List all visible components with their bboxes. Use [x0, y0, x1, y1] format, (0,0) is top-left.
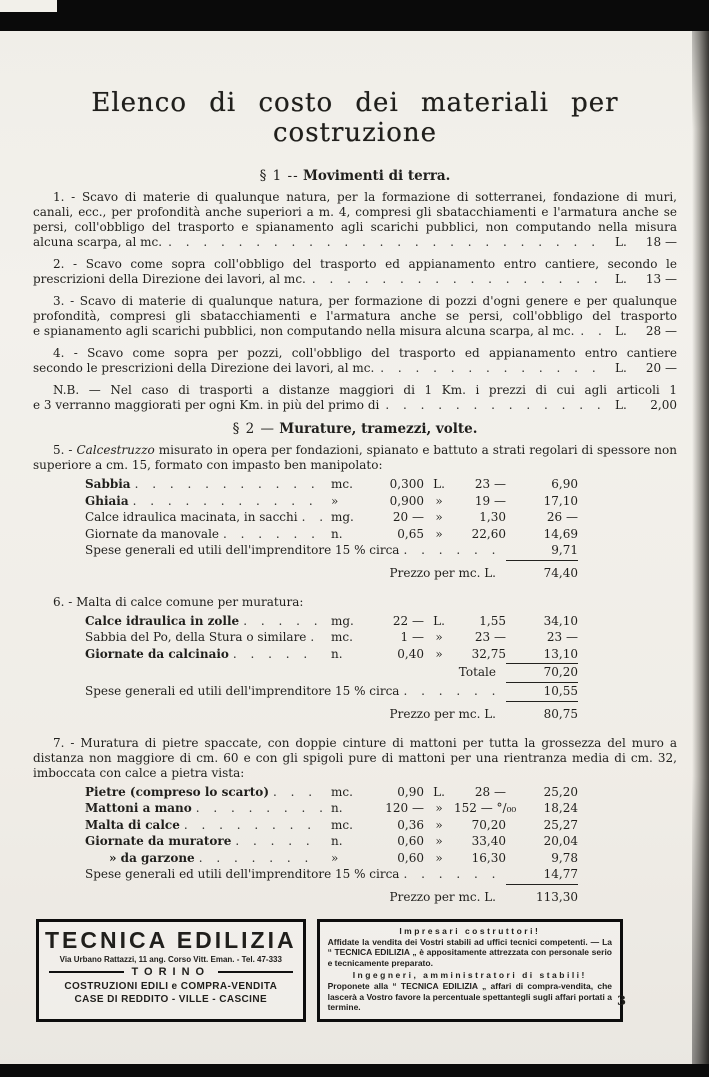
section-2-heading-number: § 2 — [232, 421, 275, 437]
overhead-label: Spese generali ed utili dell'imprenditore 15 % circa . . . [85, 683, 506, 700]
price-value: 20 — [645, 361, 677, 375]
section-1-heading-number: § 1 -- [259, 168, 299, 184]
dot-leader [385, 398, 607, 412]
ad-company-name: TECNICA EDILIZIA [45, 926, 297, 953]
totale-row [85, 664, 578, 683]
price-cell: 1,55 [479, 613, 506, 628]
dot-leader [223, 526, 322, 539]
table-row [85, 476, 578, 493]
prezzo-label: Prezzo per mc. L. [389, 706, 496, 721]
prezzo-amount: 80,75 [543, 706, 578, 721]
dot-leader [135, 476, 322, 489]
item-5-calcestruzzo [33, 443, 677, 582]
amount-cell: 14,69 [543, 526, 578, 541]
price-cell: 23 — [474, 630, 506, 644]
amount-cell: 6,90 [551, 477, 578, 491]
paragraph-body: 2. - Scavo come sopra coll'obbligo del trasporto ed appianamento entro cantiere, secondo le [53, 257, 677, 271]
table-row [85, 526, 578, 543]
paragraph-body: 3. - Scavo di materie di qualunque natura, per formazione di pozzi d'ogni genere e per qualunque profondità, compresi gli sbatacchiamenti e l'armatura anche se persi, coll'obbligo del trasporto [33, 294, 677, 323]
ad-right-panel [317, 919, 623, 1023]
paragraph-last-line: prescrizioni della Direzione dei lavori, al mc. . . . L. 13 — [33, 272, 677, 287]
price-cell: 1,30 [479, 510, 506, 524]
material-label: Mattoni a mano . . . [85, 800, 326, 817]
ad-heading-1: Impresari costruttori! [399, 925, 541, 936]
totale-label: Totale [458, 665, 496, 679]
amount-cell: 17,10 [543, 493, 578, 508]
materials-table-item-7 [85, 784, 578, 906]
top-scan-bar [0, 0, 709, 31]
material-label: Giornate da manovale . . . [85, 526, 326, 543]
currency-cell: L. [433, 784, 445, 799]
ad-body-1: Affidate la vendita dei Vostri stabili ad uffici tecnici competenti. — La “ TECNICA EDILIZIA „ è appositamente attrezzata con personale serio e tecnicamente preparato. [327, 936, 612, 969]
overhead-label: Spese generali ed utili dell'imprenditore 15 % circa . . . [85, 542, 506, 559]
material-label: » da garzone . . . [85, 850, 326, 867]
quantity-cell: 0,60 [397, 834, 424, 848]
dot-leader [233, 646, 322, 659]
currency-cell: » [435, 493, 443, 508]
price-block [615, 361, 677, 376]
prezzo-label: Prezzo per mc. L. [389, 889, 496, 904]
prezzo-row [85, 888, 578, 906]
paragraph-body: 4. - Scavo come sopra per pozzi, coll'obbligo del trasporto ed appianamento entro cantiere [53, 346, 677, 360]
price-cell: 70,20 [471, 817, 506, 832]
ad-services-line-2: CASE DI REDDITO - VILLE - CASCINE [74, 993, 268, 1005]
dot-leader [243, 613, 322, 626]
dot-leader [273, 784, 322, 797]
price-cell: 19 — [474, 493, 506, 508]
right-scan-edge-band [692, 0, 709, 1077]
unit-cell: mc. [331, 817, 353, 832]
unit-cell: » [331, 850, 339, 865]
quantity-cell: 0,40 [397, 646, 424, 661]
ad-body-2: Proponete alla “ TECNICA EDILIZIA „ affari di compra-vendita, che lascerà a Vostro favore la percentuale spettantegli sugli affari portati a termine. [327, 980, 612, 1013]
currency-label: L. [615, 324, 627, 338]
ad-address: Via Urbano Rattazzi, 11 ang. Corso Vitt. Eman. - Tel. 47-333 [59, 954, 282, 964]
overhead-row [85, 683, 578, 702]
dot-leader [302, 509, 322, 522]
paragraph-body: N.B. — Nel caso di trasporti a distanze maggiori di 1 Km. i prezzi di cui agli articoli 1 [53, 383, 677, 397]
price-block [615, 235, 677, 250]
overhead-amount: 9,71 [506, 542, 578, 561]
paragraph-last-line: e 3 verranno maggiorati per ogni Km. in più del primo di . . . L. 2,00 [33, 398, 677, 413]
section-2-heading-text: Murature, tramezzi, volte. [279, 421, 478, 437]
ad-left-panel [36, 919, 306, 1023]
currency-cell: » [435, 834, 443, 848]
prezzo-label: Prezzo per mc. L. [389, 565, 496, 580]
price-paragraph-3 [33, 294, 677, 339]
price-paragraph-1 [33, 190, 677, 250]
advertisement [36, 919, 623, 1023]
price-paragraph-4 [33, 346, 677, 376]
material-label: Pietre (compreso lo scarto) . . . [85, 784, 326, 801]
paragraph-last-line: alcuna scarpa, al mc. . . . L. 18 — [33, 235, 677, 250]
dot-leader [196, 800, 322, 813]
table-row [85, 784, 578, 801]
materials-table-item-6 [85, 613, 578, 723]
overhead-row [85, 542, 578, 561]
unit-cell: n. [331, 526, 343, 541]
currency-label: L. [615, 398, 627, 412]
totale-amount: 70,20 [506, 664, 578, 683]
table-row [85, 613, 578, 630]
table-row [85, 493, 578, 510]
unit-cell: mc. [331, 784, 353, 799]
table-row [85, 646, 578, 665]
currency-label: L. [615, 361, 627, 375]
item-6-intro: 6. - Malta di calce comune per muratura: [53, 594, 304, 609]
prezzo-row [85, 705, 578, 723]
quantity-cell: 1 — [400, 630, 424, 644]
currency-label: L. [615, 235, 627, 249]
unit-cell: mc. [331, 630, 353, 644]
material-label: Ghiaia . . . [85, 493, 326, 510]
prezzo-amount: 113,30 [536, 889, 578, 904]
price-value: 2,00 [650, 398, 677, 412]
amount-cell: 23 — [546, 630, 578, 644]
section-1-heading [33, 168, 677, 184]
unit-cell: » [331, 493, 339, 508]
unit-cell: mg. [331, 613, 354, 628]
price-paragraph-2 [33, 257, 677, 287]
quantity-cell: 120 — [385, 801, 424, 815]
price-cell: 16,30 [471, 850, 506, 865]
currency-cell: L. [433, 477, 445, 491]
unit-cell: n. [331, 834, 343, 848]
quantity-cell: 20 — [392, 510, 424, 524]
dot-leader [168, 235, 607, 249]
table-row [85, 833, 578, 850]
currency-label: L. [615, 272, 627, 286]
top-left-corner-notch [0, 0, 57, 12]
quantity-cell: 0,300 [389, 477, 424, 491]
price-cell: 152 — °/₀₀ [454, 801, 517, 815]
dot-leader [235, 833, 322, 846]
ad-city: TORINO [131, 965, 211, 978]
currency-cell: » [435, 526, 443, 541]
amount-cell: 13,10 [506, 646, 578, 665]
dot-leader [312, 272, 607, 286]
amount-cell: 26 — [546, 510, 578, 524]
ad-heading-2: Ingegneri, amministratori di stabili! [352, 969, 587, 980]
paragraph-last-line: secondo le prescrizioni della Direzione dei lavori, al mc. . . . L. 20 — [33, 361, 677, 376]
price-value: 13 — [645, 272, 677, 286]
ad-services-line-1: COSTRUZIONI EDILI e COMPRA-VENDITA [64, 980, 278, 992]
price-cell: 23 — [474, 477, 506, 491]
quantity-cell: 0,65 [397, 526, 424, 541]
amount-cell: 25,27 [543, 817, 578, 832]
overhead-amount: 14,77 [506, 866, 578, 885]
currency-cell: » [435, 630, 443, 644]
dot-leader [310, 629, 322, 642]
amount-cell: 25,20 [543, 784, 578, 799]
section-1-heading-text: Movimenti di terra. [302, 168, 451, 184]
table-row [85, 800, 578, 817]
amount-cell: 18,24 [543, 801, 578, 815]
currency-cell: » [435, 646, 443, 661]
dot-leader [403, 542, 502, 555]
quantity-cell: 0,36 [397, 817, 424, 832]
material-label: Calce idraulica in zolle . . . [85, 613, 326, 630]
table-row [85, 817, 578, 834]
item-7-muratura [33, 736, 677, 906]
table-row [85, 629, 578, 646]
page-number: 3 [617, 994, 627, 1009]
item-6-malta [33, 595, 677, 723]
price-cell: 33,40 [471, 834, 506, 848]
price-block [615, 324, 677, 339]
dot-leader [403, 683, 502, 696]
material-label: Calce idraulica macinata, in sacchi . . . [85, 509, 326, 526]
table-row [85, 850, 578, 867]
unit-cell: mc. [331, 477, 353, 491]
prezzo-amount: 74,40 [543, 565, 578, 580]
page-title: Elenco di costo dei materiali per costruzione [91, 88, 619, 148]
price-cell: 28 — [474, 784, 506, 799]
currency-cell: L. [433, 613, 445, 628]
prezzo-row [85, 564, 578, 582]
amount-cell: 9,78 [551, 850, 578, 865]
price-value: 18 — [645, 235, 677, 249]
quantity-cell: 22 — [392, 613, 424, 628]
amount-cell: 34,10 [543, 613, 578, 628]
unit-cell: mg. [331, 510, 354, 524]
unit-cell: n. [331, 646, 343, 661]
dot-leader [133, 493, 322, 506]
ad-city-row [49, 966, 293, 978]
price-value: 28 — [645, 324, 677, 338]
material-label: Malta di calce . . . [85, 817, 326, 834]
overhead-row [85, 866, 578, 885]
currency-cell: » [435, 510, 443, 524]
bottom-scan-bar [0, 1064, 709, 1077]
section-2-heading [33, 421, 677, 437]
paragraph-body: 1. - Scavo di materie di qualunque natura, per la formazione di sotterranei, fondazione di muri, canali, ecc., per profondità anche superiori a m. 4, compresi gli sbatacchiamenti e l'armatura anche se persi, coll'obbligo del trasporto e spianamento agli scarichi pubblici, non computando nella misura [33, 190, 677, 234]
item-5-intro: 5. - Calcestruzzo misurato in opera per fondazioni, spianato e battuto a strati regolari di spessore non superiore a cm. 15, formato con impasto ben manipolato: [33, 443, 677, 472]
material-label: Sabbia del Po, della Stura o similare . . . [85, 629, 326, 646]
unit-cell: n. [331, 801, 343, 815]
amount-cell: 20,04 [543, 834, 578, 848]
currency-cell: » [435, 801, 443, 815]
quantity-cell: 0,90 [397, 784, 424, 799]
dot-leader [199, 850, 322, 863]
currency-cell: » [435, 850, 443, 865]
dot-leader [580, 324, 607, 338]
materials-table-item-5 [85, 476, 578, 582]
table-row [85, 509, 578, 526]
dot-leader [380, 361, 607, 375]
price-block [615, 272, 677, 287]
price-cell: 32,75 [471, 646, 506, 661]
price-block [615, 398, 677, 413]
currency-cell: » [435, 817, 443, 832]
item-5-term: Calcestruzzo [76, 443, 155, 457]
quantity-cell: 0,60 [397, 850, 424, 865]
item-7-intro: 7. - Muratura di pietre spaccate, con doppie cinture di mattoni per tutta la grossezza del muro a distanza non maggiore di cm. 60 e con gli spigoli pure di mattoni per una rientranza media di cm. 32, imboccata con calce a pietra vista: [33, 735, 677, 780]
dot-leader [403, 866, 502, 879]
quantity-cell: 0,900 [389, 493, 424, 508]
paragraph-last-line: e spianamento agli scarichi pubblici, non computando nella misura alcuna scarpa, al mc. . . . L. 28 — [33, 324, 677, 339]
nota-bene-paragraph [33, 383, 677, 413]
dot-leader [184, 817, 322, 830]
material-label: Giornate da calcinaio . . . [85, 646, 326, 663]
material-label: Giornate da muratore . . . [85, 833, 326, 850]
overhead-amount: 10,55 [506, 683, 578, 702]
material-label: Sabbia . . . [85, 476, 326, 493]
overhead-label: Spese generali ed utili dell'imprenditore 15 % circa . . . [85, 866, 506, 883]
price-cell: 22,60 [471, 526, 506, 541]
